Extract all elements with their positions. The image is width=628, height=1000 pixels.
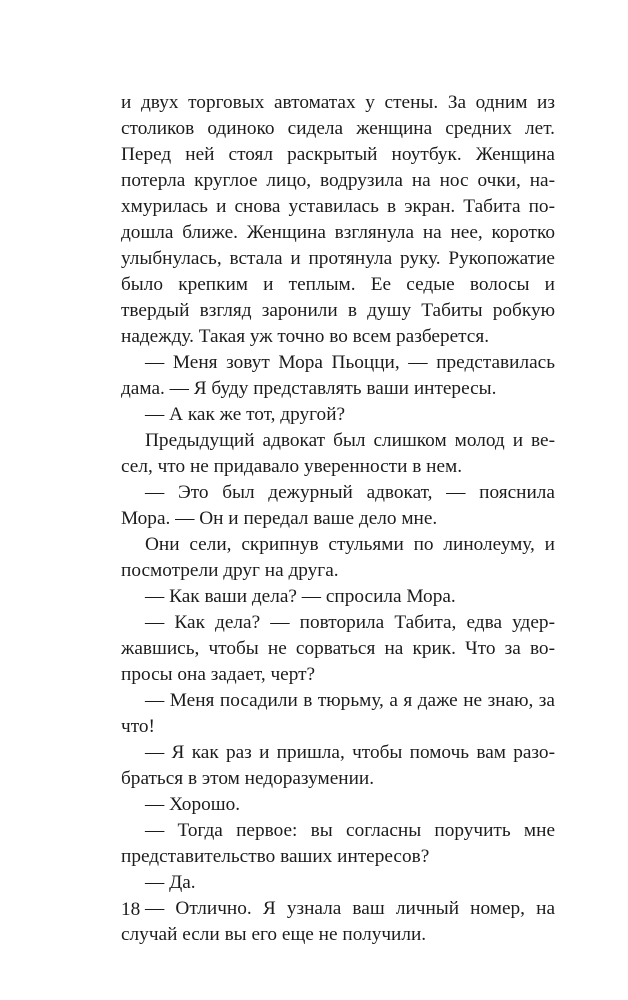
paragraph: и двух торговых автоматах у стены. За одним из столиков одиноко сидела женщина средних лет. Перед ней стоял раскрытый ноутбук. Женщина потерла круглое лицо, водрузила на нос очки, нахмурилась и снова уставилась в экран. Табита подошла ближе. Женщина взглянула на нее, коротко улыбнулась, встала и протянула руку. Рукопожатие было крепким и теплым. Ее седые волосы и твердый взгляд заронили в душу Табиты робкую надежду. Такая уж точно во всем разберется. xyxy=(121,92,555,347)
paragraph: — А как же тот, другой? xyxy=(145,404,346,425)
page-body xyxy=(121,90,555,948)
paragraph: — Меня посадили в тюрьму, а я даже не знаю, за что! xyxy=(121,690,555,737)
paragraph: Они сели, скрипнув стульями по линолеуму, и посмотрели друг на друга. xyxy=(121,534,555,581)
paragraph: — Отлично. Я узнала ваш личный номер, на случай если вы его еще не получили. xyxy=(121,898,555,945)
paragraph: — Как дела? — повторила Табита, едва удержавшись, чтобы не сорваться на крик. Что за вопросы она задает, черт? xyxy=(121,612,555,685)
paragraph: — Тогда первое: вы согласны поручить мне представительство ваших интересов? xyxy=(121,820,555,867)
paragraph: — Я как раз и пришла, чтобы помочь вам разобраться в этом недоразумении. xyxy=(121,742,555,789)
paragraph: Предыдущий адвокат был слишком молод и весел, что не придавало уверенности в нем. xyxy=(121,430,555,477)
paragraph: — Да. xyxy=(145,872,196,893)
page-number: 18 xyxy=(121,899,141,920)
paragraph: — Хорошо. xyxy=(145,794,241,815)
paragraph: — Как ваши дела? — спросила Мора. xyxy=(145,586,456,607)
paragraph: — Это был дежурный адвокат, — пояснила Мора. — Он и передал ваше дело мне. xyxy=(121,482,555,529)
paragraph: — Меня зовут Мора Пьоцци, — представилась дама. — Я буду представлять ваши интересы. xyxy=(121,352,555,399)
